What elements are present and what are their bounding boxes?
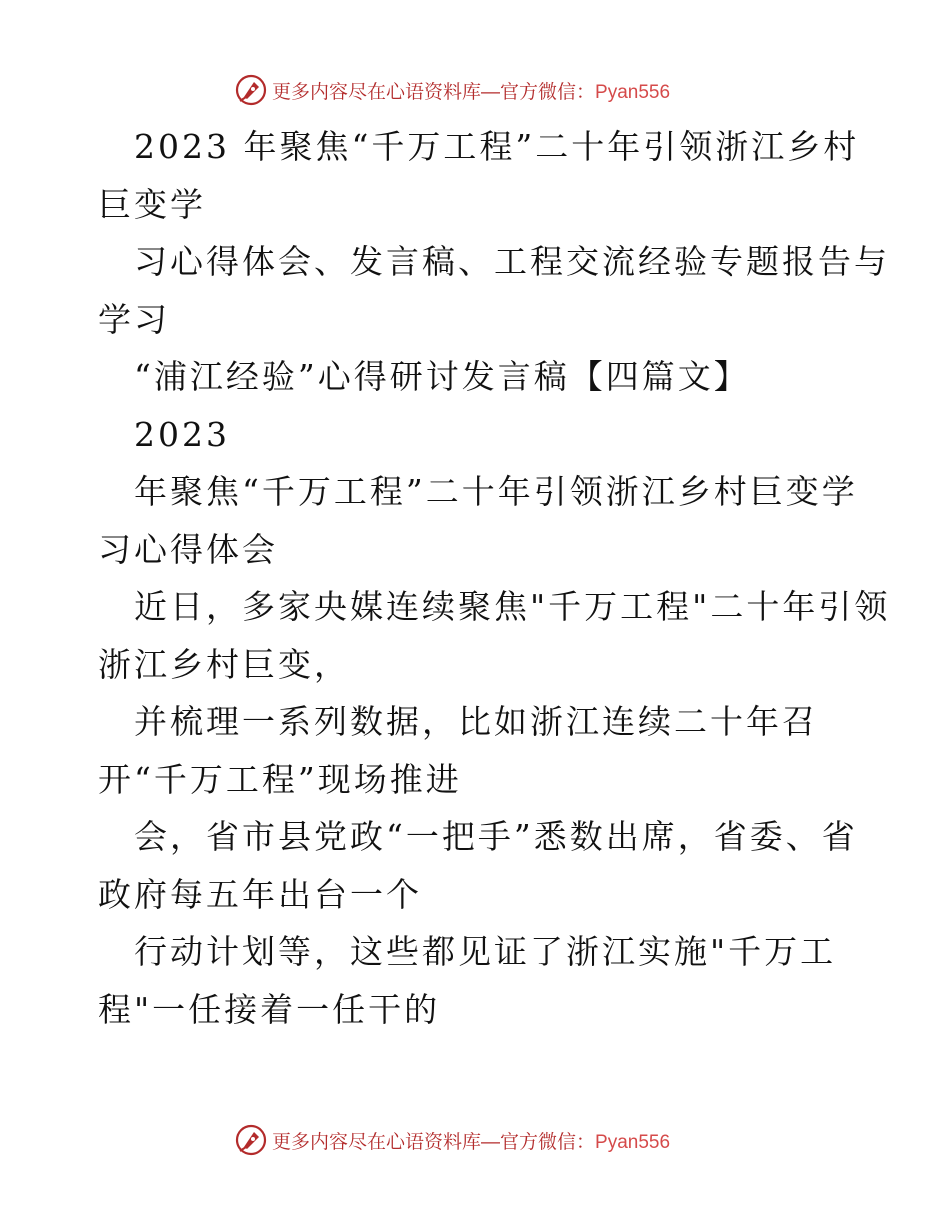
text-line: 2023 xyxy=(134,414,230,454)
text-line: 巨变学 xyxy=(98,184,206,224)
text-line: 年聚焦“千万工程”二十年引领浙江乡村巨变学 xyxy=(134,472,858,511)
header-watermark xyxy=(234,73,670,107)
text-line: “浦江经验”心得研讨发言稿【四篇文】 xyxy=(134,357,750,396)
watermark-text: 更多内容尽在心语资料库—官方微信：Pyan556 xyxy=(272,81,671,103)
text-line: 习心得体会 xyxy=(98,529,278,569)
footer-watermark xyxy=(234,1123,670,1157)
text-line: 行动计划等，这些都见证了浙江实施"千万工 xyxy=(134,932,837,971)
watermark-text: 更多内容尽在心语资料库—官方微信：Pyan556 xyxy=(272,1131,671,1153)
text-line: 会，省市县党政“一把手”悉数出席，省委、省 xyxy=(134,817,858,856)
text-line: 浙江乡村巨变， xyxy=(98,644,350,684)
text-line: 开“千万工程”现场推进 xyxy=(98,759,462,799)
text-line: 近日，多家央媒连续聚焦"千万工程"二十年引领 xyxy=(134,587,891,626)
text-line: 习心得体会、发言稿、工程交流经验专题报告与 xyxy=(134,242,890,281)
pen-nib-logo-icon xyxy=(234,1123,268,1157)
text-line: 程"一任接着一任干的 xyxy=(98,989,441,1029)
text-line: 政府每五年出台一个 xyxy=(98,874,422,914)
pen-nib-logo-icon xyxy=(234,73,268,107)
text-line: 并梳理一系列数据，比如浙江连续二十年召 xyxy=(134,702,818,741)
text-line: 2023 年聚焦“千万工程”二十年引领浙江乡村 xyxy=(134,127,860,166)
text-line: 学习 xyxy=(98,299,170,339)
